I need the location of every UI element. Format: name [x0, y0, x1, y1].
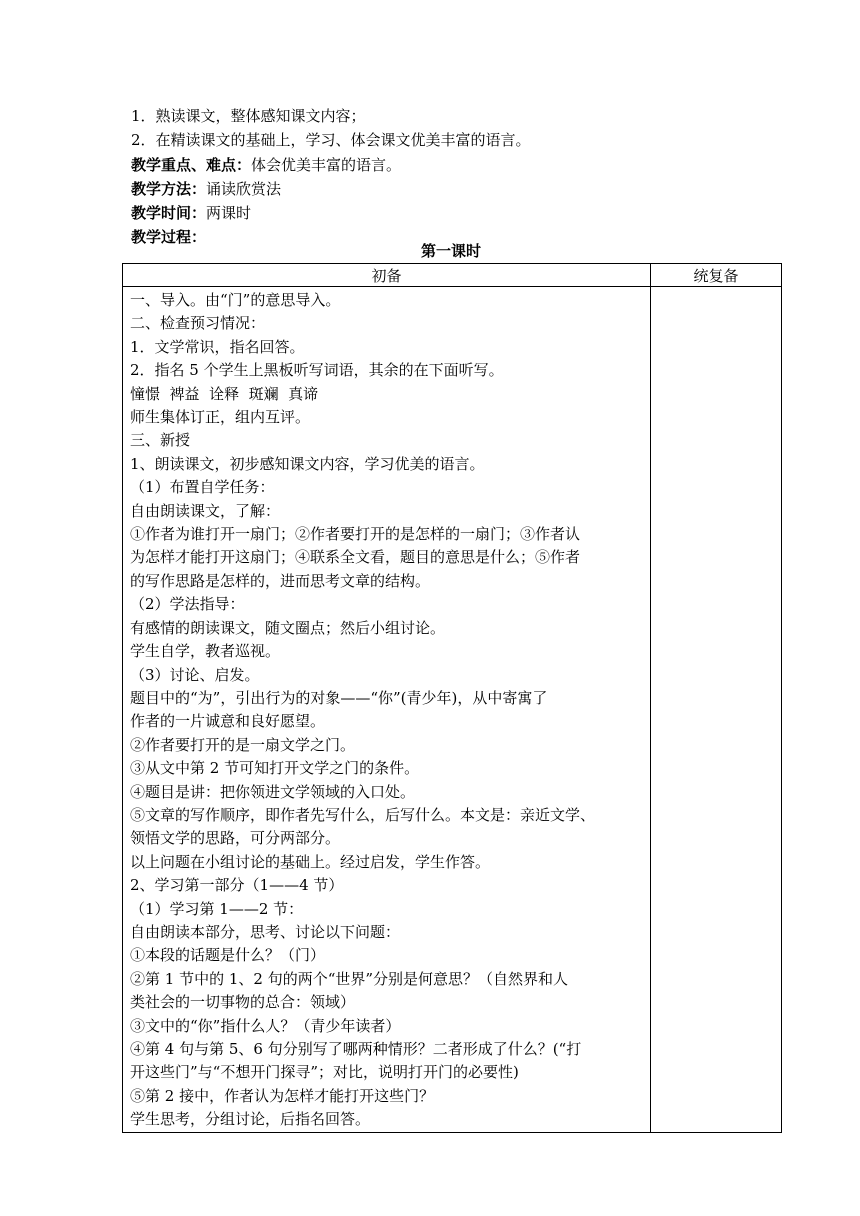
plan-line: 以上问题在小组讨论的基础上。经过启发，学生作答。	[130, 852, 491, 871]
plan-line: 二、检查预习情况：	[130, 314, 266, 333]
method-label: 教学方法：	[131, 179, 207, 198]
table-body-row	[123, 287, 782, 1133]
time-value: 两课时	[206, 204, 252, 223]
plan-line: ③文中的“你”指什么人？（青少年读者）	[130, 1016, 401, 1035]
table-header-row	[123, 264, 782, 287]
plan-line: 的写作思路是怎样的，进而思考文章的结构。	[130, 571, 431, 590]
plan-line: ①本段的话题是什么？（门）	[130, 946, 326, 965]
plan-line: 领悟文学的思路，可分两部分。	[130, 829, 341, 848]
plan-line: 开这些门”与“不想开门探寻”；对比，说明打开门的必要性)	[130, 1063, 519, 1082]
teaching-time	[131, 201, 771, 225]
plan-line: 学生自学，教者巡视。	[130, 642, 281, 661]
plan-line: （2）学法指导：	[130, 595, 245, 614]
plan-line: 作者的一片诚意和良好愿望。	[130, 712, 326, 731]
plan-line: 为怎样才能打开这扇门；④联系全文看，题目的意思是什么；⑤作者	[130, 548, 581, 567]
plan-line: 三、新授	[130, 431, 191, 450]
session-title: 第一课时	[420, 242, 481, 260]
plan-line: ③从文中第 2 节可知打开文学之门的条件。	[130, 759, 420, 778]
plan-line: 一、导入。由“门”的意思导入。	[130, 291, 341, 309]
plan-line: 自由朗读课文，了解：	[130, 501, 281, 520]
plan-line: 师生集体订正，组内互评。	[130, 408, 311, 427]
initial-prep-cell	[123, 287, 651, 1133]
plan-line: 题目中的“为”，引出行为的对象——“你”(青少年)，从中寄寓了	[130, 688, 548, 707]
plan-line: ②作者要打开的是一扇文学之门。	[130, 735, 356, 754]
plan-line: ①作者为谁打开一扇门；②作者要打开的是怎样的一扇门；③作者认	[130, 525, 581, 544]
header-review-prep: 统复备	[651, 264, 782, 287]
lesson-objectives	[131, 104, 771, 250]
plan-line: 憧憬 裨益 诠释 斑斓 真谛	[130, 384, 319, 403]
plan-line: 学生思考，分组讨论，后指名回答。	[130, 1110, 371, 1129]
plan-line: ②第 1 节中的 1、2 句的两个“世界”分别是何意思？（自然界和人	[130, 969, 569, 988]
lesson-plan-table	[122, 263, 782, 1133]
plan-line: 2．指名 5 个学生上黑板听写词语，其余的在下面听写。	[130, 361, 504, 380]
focus-value: 体会优美丰富的语言。	[251, 155, 402, 174]
plan-line: 类社会的一切事物的总合：领域）	[130, 993, 356, 1012]
plan-line: 2、学习第一部分（1——4 节）	[130, 876, 344, 895]
plan-line: ⑤文章的写作顺序，即作者先写什么，后写什么。本文是：亲近文学、	[130, 805, 596, 824]
plan-line: （3）讨论、启发。	[130, 665, 260, 684]
plan-line: 1．文学常识，指名回答。	[130, 337, 305, 356]
process-label: 教学过程：	[131, 228, 207, 247]
objective-1: 1．熟读课文，整体感知课文内容；	[131, 107, 366, 125]
plan-line: （1）布置自学任务：	[130, 478, 275, 497]
plan-line: ④第 4 句与第 5、6 句分别写了哪两种情形？二者形成了什么？(“打	[130, 1040, 582, 1058]
review-prep-cell	[651, 287, 782, 1133]
plan-line: （1）学习第 1——2 节：	[130, 899, 304, 918]
header-initial-prep: 初备	[123, 264, 651, 287]
plan-line: 自由朗读本部分，思考、讨论以下问题：	[130, 922, 401, 941]
plan-line: ④题目是讲：把你领进文学领域的入口处。	[130, 782, 416, 801]
plan-line: 1、朗读课文，初步感知课文内容，学习优美的语言。	[130, 454, 485, 473]
plan-line: ⑤第 2 接中，作者认为怎样才能打开这些门？	[130, 1086, 435, 1105]
teaching-method	[131, 177, 771, 201]
plan-line: 有感情的朗读课文，随文圈点；然后小组讨论。	[130, 618, 446, 637]
method-value: 诵读欣赏法	[206, 179, 282, 198]
time-label: 教学时间：	[131, 204, 207, 223]
objective-2: 2．在精读课文的基础上，学习、体会课文优美丰富的语言。	[131, 131, 531, 150]
focus-label: 教学重点、难点：	[131, 155, 252, 174]
teaching-focus	[131, 153, 771, 177]
